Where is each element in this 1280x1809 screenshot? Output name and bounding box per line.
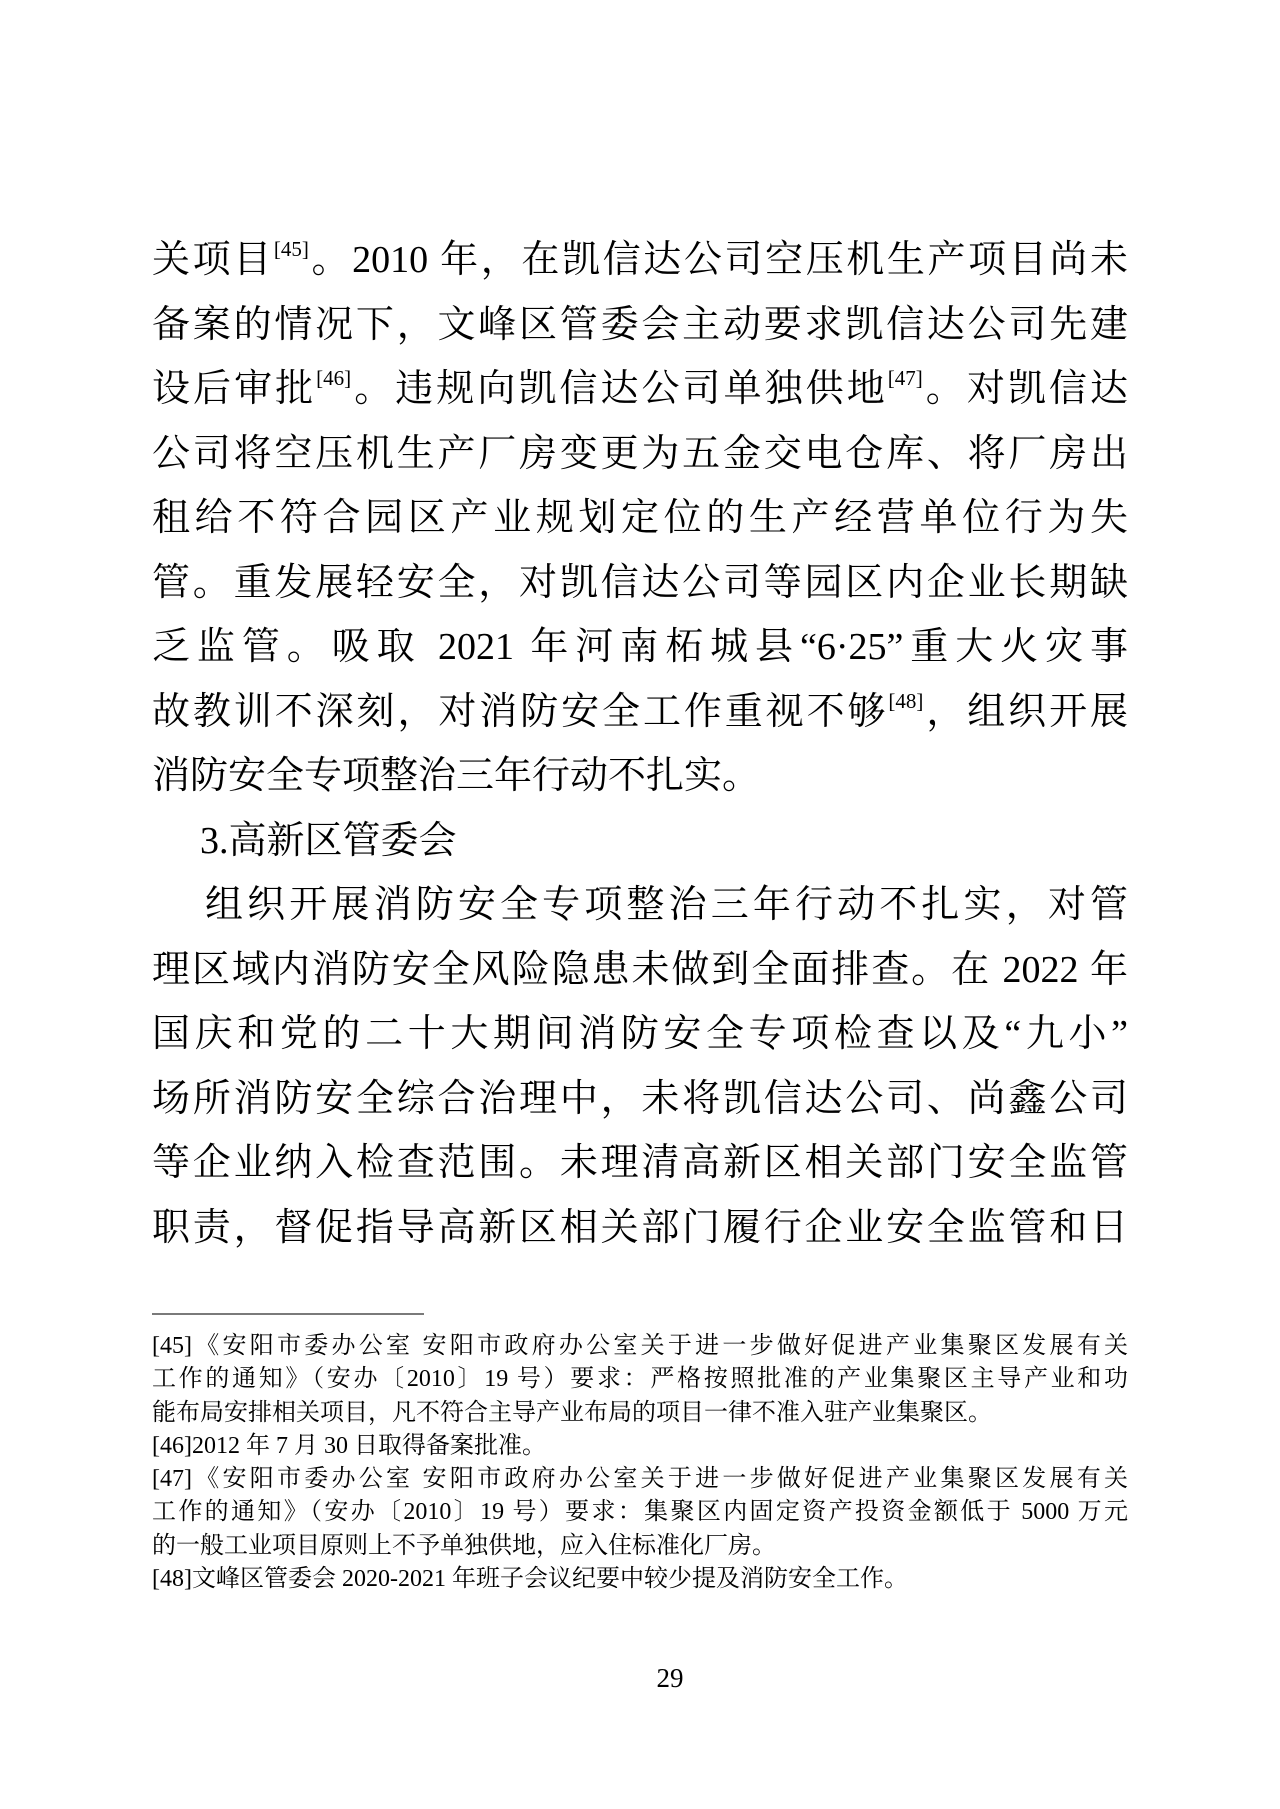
body-line xyxy=(152,1131,1128,1196)
body-line xyxy=(152,1067,1128,1132)
body-text-segment: 。违规向凯信达公司单独供地 xyxy=(351,368,888,410)
footnote-ref-47: [47] xyxy=(887,366,923,390)
body-line xyxy=(152,680,1128,745)
body-text-segment: 故教训不深刻，对消防安全工作重视不够 xyxy=(152,690,889,733)
body-text-segment: 公司将空压机生产厂房变更为五金交电仓库、将厂房出 xyxy=(152,432,1128,475)
footnote-line: [45]《安阳市委办公室 安阳市政府办公室关于进一步做好促进产业集聚区发展有关 xyxy=(152,1333,1128,1359)
body-line xyxy=(152,615,1128,680)
body-line xyxy=(152,486,1128,551)
body-line xyxy=(152,744,1128,809)
body-text-segment: 等企业纳入检查范围。未理清高新区相关部门安全监管 xyxy=(152,1142,1128,1184)
footnotes xyxy=(152,1330,1128,1596)
body-text-segment: 。对凯信达 xyxy=(922,368,1128,410)
body-text-segment: 国庆和党的二十大期间消防安全专项检查以及“九小” xyxy=(152,1013,1128,1055)
body-line xyxy=(152,551,1128,616)
body-line xyxy=(152,357,1128,422)
page-number: 29 xyxy=(656,1663,684,1693)
body-text-segment: 乏监管。吸取 2021 年河南柘城县“6·25”重大火灾事 xyxy=(152,626,1128,668)
body-text-segment: 设后审批 xyxy=(152,368,317,410)
footnote-ref-46: [46] xyxy=(316,366,352,390)
body-text-segment: 管。重发展轻安全，对凯信达公司等园区内企业长期缺 xyxy=(152,561,1128,604)
body-line xyxy=(152,938,1128,1003)
section-heading-text: 3.高新区管委会 xyxy=(200,819,457,862)
body-line xyxy=(152,228,1128,293)
body-text xyxy=(152,228,1128,1260)
body-line xyxy=(152,873,1128,938)
footnote-line: 工作的通知》（安办〔2010〕19 号）要求：严格按照批准的产业集聚区主导产业和功 xyxy=(152,1366,1128,1393)
body-text-segment: 职责，督促指导高新区相关部门履行企业安全监管和日 xyxy=(152,1206,1128,1249)
body-text-segment: 备案的情况下，文峰区管委会主动要求凯信达公司先建 xyxy=(152,303,1128,346)
footnote-separator xyxy=(152,1313,424,1315)
body-text-segment: 理区域内消防安全风险隐患未做到全面排查。在 2022 年 xyxy=(152,948,1128,991)
body-text-segment: 。2010 年，在凯信达公司空压机生产项目尚未 xyxy=(308,239,1128,281)
footnote-ref-48: [48] xyxy=(888,688,924,713)
body-line xyxy=(152,422,1128,487)
footnote-line: 的一般工业项目原则上不予单独供地，应入住标准化厂房。 xyxy=(152,1532,776,1559)
body-text-segment: 关项目 xyxy=(152,239,274,281)
footnote-line: [47]《安阳市委办公室 安阳市政府办公室关于进一步做好促进产业集聚区发展有关 xyxy=(152,1466,1128,1493)
footnote-line: [48]文峰区管委会 2020-2021 年班子会议纪要中较少提及消防安全工作。 xyxy=(152,1566,908,1593)
footnote-line: 工作的通知》（安办〔2010〕19 号）要求：集聚区内固定资产投资金额低于 5000 万元 xyxy=(152,1499,1128,1526)
body-line xyxy=(152,293,1128,358)
footnote-line: [46]2012 年 7 月 30 日取得备案批准。 xyxy=(152,1432,546,1459)
body-text-segment: ，组织开展 xyxy=(923,690,1128,733)
body-text-segment: 租给不符合园区产业规划定位的生产经营单位行为失 xyxy=(152,497,1128,539)
body-line xyxy=(152,1002,1128,1067)
body-text-segment: 组织开展消防安全专项整治三年行动不扎实，对管 xyxy=(205,884,1128,926)
footnote-ref-45: [45] xyxy=(273,237,309,261)
body-line xyxy=(152,1196,1128,1261)
body-text-segment: 消防安全专项整治三年行动不扎实。 xyxy=(152,755,761,797)
section-heading xyxy=(152,809,1128,874)
body-text-segment: 场所消防安全综合治理中，未将凯信达公司、尚鑫公司 xyxy=(152,1077,1128,1120)
footnote-line: 能布局安排相关项目，凡不符合主导产业布局的项目一律不准入驻产业集聚区。 xyxy=(152,1399,992,1426)
